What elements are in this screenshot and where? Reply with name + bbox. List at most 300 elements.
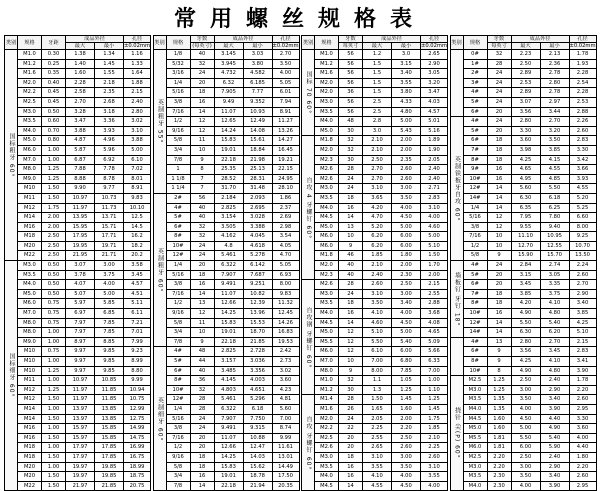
size-cell: M10 <box>18 347 42 357</box>
hole-cell: 2.54 <box>569 78 596 88</box>
thread-cell: 11 <box>190 318 214 328</box>
min-cell: 5.00 <box>95 289 124 299</box>
min-cell: 2.50 <box>392 433 421 443</box>
max-cell: 9.49 <box>214 97 243 107</box>
max-cell: 1.5 <box>363 59 392 69</box>
thread-cell: 1.50 <box>42 395 66 405</box>
table-row <box>450 155 596 165</box>
size-cell: M1.0 <box>315 50 339 60</box>
max-cell: 12.70 <box>511 241 540 251</box>
size-cell: M6.0 <box>315 347 339 357</box>
max-cell: 2.5 <box>363 107 392 117</box>
thread-cell: 1.00 <box>42 357 66 367</box>
min-cell: 19.85 <box>95 462 124 472</box>
hole-cell: 2.83 <box>421 193 448 203</box>
thread-cell: 8 <box>190 165 214 175</box>
hole-cell: 5.20 <box>569 193 596 203</box>
max-cell: 19.97 <box>66 472 95 482</box>
thread-cell: 48 <box>339 117 363 127</box>
max-cell: 3.65 <box>363 193 392 203</box>
table-row <box>450 395 596 405</box>
category-cell: 自攻钢 牙螺钉 60° <box>302 280 315 395</box>
thread-cell: 2.00 <box>42 222 66 232</box>
header-tolerance: ±0.02mm <box>124 43 151 49</box>
max-cell: 3.56 <box>511 347 540 357</box>
min-cell: 7.750 <box>243 414 272 424</box>
size-cell: 7/8 <box>166 337 190 347</box>
thread-cell: 18 <box>190 88 214 98</box>
min-cell: 7.80 <box>540 213 569 223</box>
max-cell: 3.56 <box>511 107 540 117</box>
table-row <box>5 452 151 462</box>
size-cell: M6.0 <box>18 299 42 309</box>
hole-cell: 10.75 <box>124 395 151 405</box>
table-row <box>5 414 151 424</box>
table-row <box>450 50 596 60</box>
min-cell: 2.78 <box>540 88 569 98</box>
size-cell: 6# <box>463 136 487 146</box>
min-cell: 9.315 <box>243 424 272 434</box>
max-cell: 11.07 <box>214 433 243 443</box>
max-cell: 3.28 <box>66 107 95 117</box>
table-row <box>153 145 299 155</box>
max-cell: 6.87 <box>66 155 95 165</box>
max-cell: 12.66 <box>214 299 243 309</box>
table-row <box>153 107 299 117</box>
table-row <box>153 155 299 165</box>
table-row <box>153 376 299 386</box>
min-cell: 3.18 <box>95 107 124 117</box>
table-row <box>153 251 299 261</box>
max-cell: 1.2 <box>363 50 392 60</box>
size-cell: 6# <box>463 347 487 357</box>
table-row <box>450 88 596 98</box>
max-cell: 3.10 <box>363 452 392 462</box>
table-row <box>5 443 151 453</box>
min-cell: 3.45 <box>540 347 569 357</box>
thread-cell: 18 <box>487 155 511 165</box>
hole-cell: 20.75 <box>124 481 151 491</box>
min-cell: 6.00 <box>392 232 421 242</box>
max-cell: 2.89 <box>511 69 540 79</box>
min-cell: 3.40 <box>540 395 569 405</box>
thread-cell: 0.75 <box>42 318 66 328</box>
hole-cell: 7.00 <box>421 366 448 376</box>
size-cell: M6.0 <box>315 241 339 251</box>
category-cell: 国标细牙 60° <box>5 261 18 491</box>
max-cell: 5.50 <box>511 433 540 443</box>
max-cell: 4.95 <box>511 174 540 184</box>
hole-cell: 4.51 <box>124 289 151 299</box>
min-cell: 3.93 <box>95 126 124 136</box>
hole-cell: 2.83 <box>569 347 596 357</box>
table-row <box>450 97 596 107</box>
size-cell: 7/16 <box>166 433 190 443</box>
max-cell: 4.145 <box>214 376 243 386</box>
hole-cell: 7.99 <box>124 337 151 347</box>
hole-cell: 1.75 <box>421 414 448 424</box>
thread-cell: 8 <box>487 366 511 376</box>
thread-cell: 56 <box>339 78 363 88</box>
thread-cell: 12 <box>339 337 363 347</box>
min-cell: 18.70 <box>243 328 272 338</box>
max-cell: 7.00 <box>363 357 392 367</box>
table-row <box>450 318 596 328</box>
table-row <box>302 385 448 395</box>
size-cell: M2.5 <box>463 452 487 462</box>
max-cell: 4.803 <box>214 385 243 395</box>
thread-cell: 9 <box>487 357 511 367</box>
thread-cell: 9 <box>487 347 511 357</box>
thread-cell: 1.35 <box>487 395 511 405</box>
max-cell: 3.00 <box>511 385 540 395</box>
max-cell: 22.18 <box>214 155 243 165</box>
table-row <box>153 69 299 79</box>
max-cell: 3.0 <box>363 126 392 136</box>
min-cell: 2.60 <box>392 174 421 184</box>
size-cell: M6.0 <box>463 443 487 453</box>
hole-cell: 2.00 <box>421 270 448 280</box>
thread-cell: 18 <box>190 452 214 462</box>
hole-cell: 3.10 <box>124 126 151 136</box>
max-cell: 9.491 <box>214 424 243 434</box>
table-row <box>302 59 448 69</box>
table-row <box>153 136 299 146</box>
max-cell: 1.40 <box>66 59 95 69</box>
hole-cell: 12.75 <box>124 414 151 424</box>
max-cell: 15.90 <box>511 251 540 261</box>
thread-cell: 14 <box>339 318 363 328</box>
thread-cell: 2.50 <box>42 251 66 261</box>
hole-cell: 5.10 <box>569 328 596 338</box>
table-row <box>153 289 299 299</box>
thread-cell: 0.50 <box>42 289 66 299</box>
max-cell: 2.70 <box>66 97 95 107</box>
size-cell: M2.0 <box>315 261 339 271</box>
thread-cell: 56 <box>339 69 363 79</box>
thread-cell: 20 <box>190 433 214 443</box>
max-cell: 3.505 <box>214 222 243 232</box>
min-cell: 7.78 <box>95 165 124 175</box>
table-row <box>450 462 596 472</box>
min-cell: 2.90 <box>540 462 569 472</box>
max-cell: 2.53 <box>511 78 540 88</box>
size-cell: 2# <box>166 193 190 203</box>
min-cell: 2.18 <box>95 78 124 88</box>
hole-cell: 1.78 <box>569 50 596 60</box>
size-cell: M2.2 <box>315 424 339 434</box>
size-cell: M16 <box>18 222 42 232</box>
header-min: 最小 <box>392 43 421 50</box>
size-cell: 7/8 <box>166 155 190 165</box>
thread-cell: 32 <box>339 145 363 155</box>
table-row <box>302 193 448 203</box>
size-cell: M4.5 <box>315 481 339 491</box>
thread-cell: 7 <box>190 184 214 194</box>
size-cell: 5/16 <box>463 213 487 223</box>
size-cell: M10 <box>18 357 42 367</box>
thread-cell: 32 <box>339 136 363 146</box>
size-cell: 0# <box>463 50 487 60</box>
hole-cell: 11.61 <box>272 443 299 453</box>
max-cell: 8.88 <box>66 174 95 184</box>
max-cell: 3.98 <box>511 145 540 155</box>
hole-cell: 1.93 <box>569 59 596 69</box>
min-cell: 12.47 <box>243 443 272 453</box>
size-cell: 5# <box>166 213 190 223</box>
size-cell: 7/16 <box>166 289 190 299</box>
max-cell: 2.50 <box>511 452 540 462</box>
hole-cell: 3.90 <box>569 366 596 376</box>
hole-cell: 10.94 <box>124 385 151 395</box>
min-cell: 2.30 <box>392 270 421 280</box>
min-cell: 4.96 <box>95 136 124 146</box>
max-cell: 9.97 <box>66 347 95 357</box>
table-row <box>5 117 151 127</box>
max-cell: 13.97 <box>66 414 95 424</box>
hole-cell: 3.20 <box>421 78 448 88</box>
thread-cell: 1.50 <box>42 433 66 443</box>
hole-cell: 2.71 <box>421 184 448 194</box>
hole-cell: 6.01 <box>272 88 299 98</box>
hole-cell: 1.78 <box>569 376 596 386</box>
min-cell: 5.96 <box>95 145 124 155</box>
table-row <box>450 193 596 203</box>
hole-cell: 3.10 <box>421 203 448 213</box>
table-row <box>153 78 299 88</box>
size-cell: M3.0 <box>315 289 339 299</box>
max-cell: 4.25 <box>511 155 540 165</box>
min-cell: 4.80 <box>392 107 421 117</box>
size-cell: M7.0 <box>315 357 339 367</box>
hole-cell: 2.88 <box>421 299 448 309</box>
min-cell: 6.80 <box>392 357 421 367</box>
hole-cell: 5.60 <box>272 404 299 414</box>
min-cell: 6.142 <box>243 261 272 271</box>
thread-cell: 1.50 <box>42 184 66 194</box>
hole-cell: 2.40 <box>421 165 448 175</box>
thread-cell: 2.20 <box>487 452 511 462</box>
hole-cell: 12.5 <box>124 213 151 223</box>
min-cell: 21.71 <box>95 251 124 261</box>
thread-cell: 28 <box>190 395 214 405</box>
table-row <box>153 117 299 127</box>
hole-cell: 4.00 <box>421 213 448 223</box>
hole-cell: 4.00 <box>569 433 596 443</box>
min-cell: 1.34 <box>95 50 124 60</box>
thread-cell: 1.25 <box>487 385 511 395</box>
size-cell: M3.5 <box>18 270 42 280</box>
table-row <box>5 222 151 232</box>
hole-cell: 1.00 <box>421 376 448 386</box>
thread-cell: 20 <box>487 107 511 117</box>
table-row <box>153 433 299 443</box>
hole-cell: 2.26 <box>569 117 596 127</box>
min-cell: 2.00 <box>392 261 421 271</box>
table-row <box>302 433 448 443</box>
min-cell: 4.00 <box>392 472 421 482</box>
min-cell: 6.85 <box>95 309 124 319</box>
thread-cell: 0.30 <box>42 50 66 60</box>
min-cell: 5.00 <box>392 117 421 127</box>
max-cell: 2.10 <box>363 145 392 155</box>
thread-cell: 24 <box>190 69 214 79</box>
size-cell: M1.8 <box>315 251 339 261</box>
thread-cell: 40 <box>190 366 214 376</box>
hole-cell: 2.60 <box>569 270 596 280</box>
hole-cell: 10.10 <box>124 203 151 213</box>
spec-sheet <box>4 35 596 489</box>
size-cell: 10# <box>463 174 487 184</box>
table-row <box>5 481 151 491</box>
hole-cell: 8.74 <box>272 424 299 434</box>
hole-cell: 1.85 <box>421 424 448 434</box>
hole-cell: 3.60 <box>272 376 299 386</box>
thread-cell: 24 <box>190 251 214 261</box>
header-hole: 孔径 <box>421 36 448 43</box>
size-cell: M12 <box>18 395 42 405</box>
size-cell: 14# <box>463 193 487 203</box>
max-cell: 3.85 <box>511 289 540 299</box>
table-row <box>153 299 299 309</box>
hole-cell: 18.2 <box>124 241 151 251</box>
min-cell: 3.50 <box>392 193 421 203</box>
min-cell: 12.55 <box>540 241 569 251</box>
min-cell: 1.80 <box>392 251 421 261</box>
size-cell: 4# <box>463 88 487 98</box>
header-min: 最小 <box>95 43 124 50</box>
hole-cell: 14.5 <box>124 222 151 232</box>
hole-cell: 4.57 <box>124 280 151 290</box>
table-row <box>302 299 448 309</box>
table-row <box>5 78 151 88</box>
table-row <box>153 337 299 347</box>
min-cell: 15.85 <box>95 433 124 443</box>
table-row <box>450 261 596 271</box>
thread-cell: 0.50 <box>42 280 66 290</box>
table-row <box>302 347 448 357</box>
table-row <box>450 366 596 376</box>
hole-cell: 12.99 <box>124 404 151 414</box>
hole-cell: 1.64 <box>124 69 151 79</box>
max-cell: 2.825 <box>214 203 243 213</box>
max-cell: 2.55 <box>363 433 392 443</box>
size-cell: 6# <box>463 280 487 290</box>
size-cell: M14 <box>18 414 42 424</box>
size-cell: 5# <box>463 126 487 136</box>
hole-cell: 3.30 <box>569 414 596 424</box>
max-cell: 1.3 <box>363 385 392 395</box>
table-row <box>450 213 596 223</box>
thread-cell: 1.00 <box>42 404 66 414</box>
hole-cell: 7.02 <box>124 165 151 175</box>
min-cell: 7.687 <box>243 270 272 280</box>
size-cell: M4.0 <box>18 280 42 290</box>
min-cell: 5.43 <box>392 126 421 136</box>
hole-cell: 4.23 <box>272 385 299 395</box>
hole-cell: 8.00 <box>569 222 596 232</box>
size-cell: 4# <box>166 347 190 357</box>
max-cell: 3.30 <box>511 126 540 136</box>
hole-cell: 2.69 <box>272 213 299 223</box>
min-cell: 3.55 <box>392 78 421 88</box>
hole-cell: 8.80 <box>124 366 151 376</box>
min-cell: 4.80 <box>540 366 569 376</box>
thread-cell: 24 <box>190 424 214 434</box>
hole-cell: 3.88 <box>124 136 151 146</box>
thread-cell: 10 <box>339 357 363 367</box>
max-cell: 5.461 <box>214 251 243 261</box>
hole-cell: 2.15 <box>124 88 151 98</box>
table-row <box>450 481 596 491</box>
thread-cell: 24 <box>487 97 511 107</box>
thread-cell: 9 <box>487 251 511 261</box>
table-row <box>153 50 299 60</box>
table-row <box>450 357 596 367</box>
size-cell: 7/16 <box>166 107 190 117</box>
hole-cell: 5.09 <box>421 337 448 347</box>
min-cell: 2.40 <box>540 376 569 386</box>
thread-cell: 1.75 <box>42 203 66 213</box>
thread-cell: 2.50 <box>42 241 66 251</box>
table-row <box>302 165 448 175</box>
size-cell: M3.5 <box>315 462 339 472</box>
header-pitch: 牙距 <box>42 36 66 50</box>
size-cell: 8# <box>463 299 487 309</box>
size-cell: M11 <box>18 193 42 203</box>
thread-cell: 1.00 <box>42 337 66 347</box>
hole-cell: 16.45 <box>272 145 299 155</box>
header-max: 最大 <box>511 43 540 50</box>
min-cell: 2.093 <box>243 193 272 203</box>
size-cell: M4.0 <box>315 472 339 482</box>
size-cell: M18 <box>18 232 42 242</box>
thread-cell: 56 <box>339 59 363 69</box>
size-cell: M4.0 <box>315 309 339 319</box>
min-cell: 2.36 <box>540 59 569 69</box>
min-cell: 6.92 <box>95 155 124 165</box>
hole-cell: 7.94 <box>272 97 299 107</box>
min-cell: 1.05 <box>392 376 421 386</box>
hole-cell: 2.90 <box>421 59 448 69</box>
max-cell: 3.55 <box>363 462 392 472</box>
thread-cell: 9 <box>190 337 214 347</box>
size-cell: 1/2 <box>166 443 190 453</box>
thread-cell: 20 <box>487 280 511 290</box>
table-row <box>153 481 299 491</box>
thread-cell: 24 <box>339 174 363 184</box>
thread-cell: 1.60 <box>487 424 511 434</box>
hole-cell: 20.2 <box>124 251 151 261</box>
thread-cell: 20 <box>487 270 511 280</box>
header-category: 类别 <box>153 36 166 50</box>
table-row <box>153 424 299 434</box>
max-cell: 2.184 <box>214 193 243 203</box>
header-tpi-unit: 每英寸 <box>487 43 511 50</box>
size-cell: M5.0 <box>463 424 487 434</box>
table-row <box>302 424 448 434</box>
min-cell: 2.68 <box>95 97 124 107</box>
max-cell: 3.157 <box>214 357 243 367</box>
hole-cell: 2.53 <box>569 97 596 107</box>
table-row <box>302 318 448 328</box>
max-cell: 5.20 <box>363 222 392 232</box>
hole-cell: 2.80 <box>124 107 151 117</box>
max-cell: 12.66 <box>214 443 243 453</box>
min-cell: 4.50 <box>392 318 421 328</box>
size-cell: M10 <box>18 366 42 376</box>
max-cell: 2.89 <box>511 88 540 98</box>
